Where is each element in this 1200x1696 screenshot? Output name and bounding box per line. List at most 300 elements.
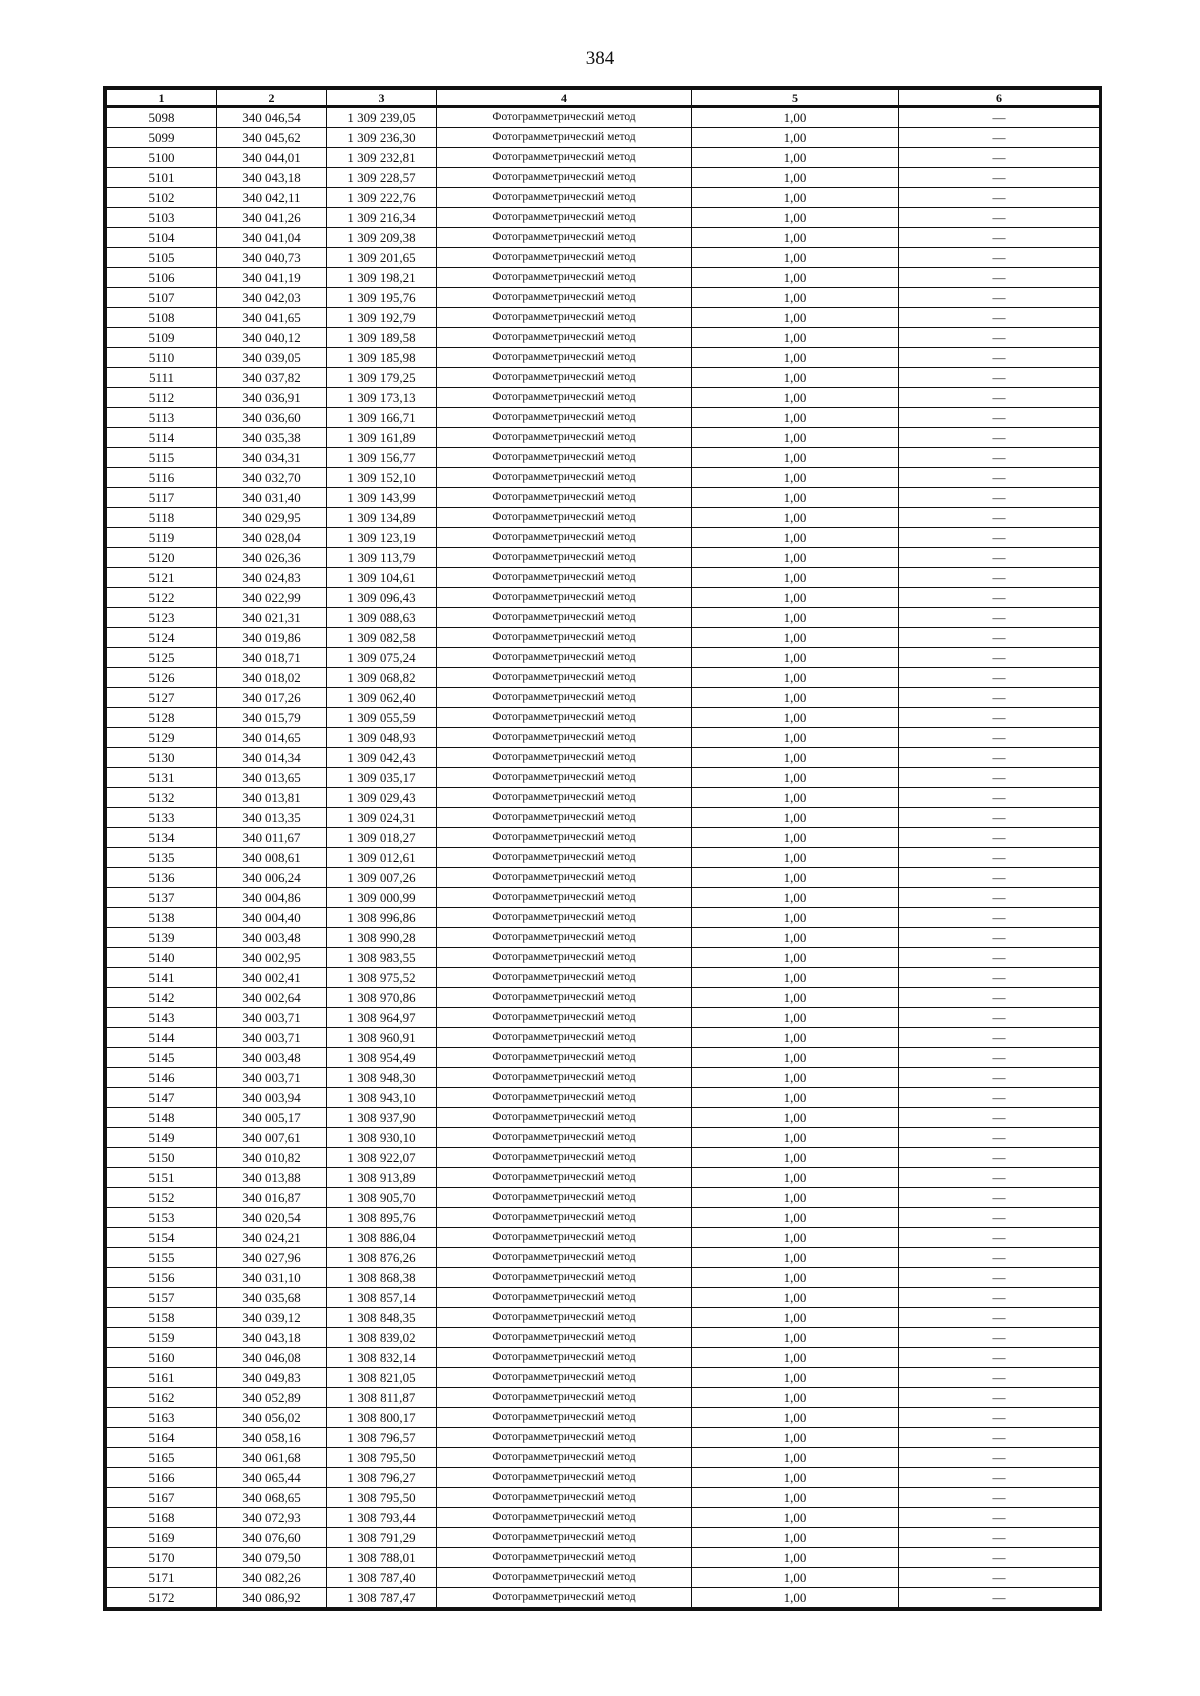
accuracy-cell: 1,00: [692, 1048, 899, 1068]
description-cell: —: [899, 1468, 1100, 1488]
point-number-cell: 5154: [107, 1228, 217, 1248]
x-coordinate-cell: 340 076,60: [217, 1528, 327, 1548]
accuracy-cell: 1,00: [692, 688, 899, 708]
x-coordinate-cell: 340 082,26: [217, 1568, 327, 1588]
x-coordinate-cell: 340 028,04: [217, 528, 327, 548]
method-cell: Фотограмметрический метод: [437, 1468, 692, 1488]
table-row: [107, 308, 1100, 328]
y-coordinate-cell: 1 308 996,86: [327, 908, 437, 928]
description-cell: —: [899, 1508, 1100, 1528]
x-coordinate-cell: 340 002,41: [217, 968, 327, 988]
x-coordinate-cell: 340 039,12: [217, 1308, 327, 1328]
table-row: [107, 1488, 1100, 1508]
method-cell: Фотограмметрический метод: [437, 768, 692, 788]
x-coordinate-cell: 340 043,18: [217, 168, 327, 188]
method-cell: Фотограмметрический метод: [437, 508, 692, 528]
description-cell: —: [899, 1388, 1100, 1408]
table-row: [107, 868, 1100, 888]
table-row: [107, 228, 1100, 248]
y-coordinate-cell: 1 309 195,76: [327, 288, 437, 308]
x-coordinate-cell: 340 019,86: [217, 628, 327, 648]
accuracy-cell: 1,00: [692, 628, 899, 648]
y-coordinate-cell: 1 309 012,61: [327, 848, 437, 868]
accuracy-cell: 1,00: [692, 1468, 899, 1488]
description-cell: —: [899, 908, 1100, 928]
y-coordinate-cell: 1 308 787,40: [327, 1568, 437, 1588]
column-header-6: 6: [899, 90, 1100, 107]
y-coordinate-cell: 1 308 788,01: [327, 1548, 437, 1568]
table-row: [107, 1508, 1100, 1528]
x-coordinate-cell: 340 043,18: [217, 1328, 327, 1348]
description-cell: —: [899, 1148, 1100, 1168]
point-number-cell: 5118: [107, 508, 217, 528]
x-coordinate-cell: 340 041,26: [217, 208, 327, 228]
x-coordinate-cell: 340 021,31: [217, 608, 327, 628]
description-cell: —: [899, 208, 1100, 228]
method-cell: Фотограмметрический метод: [437, 748, 692, 768]
y-coordinate-cell: 1 309 113,79: [327, 548, 437, 568]
y-coordinate-cell: 1 308 970,86: [327, 988, 437, 1008]
y-coordinate-cell: 1 308 796,57: [327, 1428, 437, 1448]
method-cell: Фотограмметрический метод: [437, 288, 692, 308]
method-cell: Фотограмметрический метод: [437, 1048, 692, 1068]
method-cell: Фотограмметрический метод: [437, 328, 692, 348]
method-cell: Фотограмметрический метод: [437, 1488, 692, 1508]
point-number-cell: 5120: [107, 548, 217, 568]
y-coordinate-cell: 1 309 161,89: [327, 428, 437, 448]
x-coordinate-cell: 340 036,60: [217, 408, 327, 428]
method-cell: Фотограмметрический метод: [437, 208, 692, 228]
accuracy-cell: 1,00: [692, 1108, 899, 1128]
table-row: [107, 728, 1100, 748]
description-cell: —: [899, 928, 1100, 948]
point-number-cell: 5149: [107, 1128, 217, 1148]
method-cell: Фотограмметрический метод: [437, 1028, 692, 1048]
accuracy-cell: 1,00: [692, 288, 899, 308]
method-cell: Фотограмметрический метод: [437, 868, 692, 888]
accuracy-cell: 1,00: [692, 928, 899, 948]
point-number-cell: 5106: [107, 268, 217, 288]
description-cell: —: [899, 1548, 1100, 1568]
accuracy-cell: 1,00: [692, 1208, 899, 1228]
y-coordinate-cell: 1 309 173,13: [327, 388, 437, 408]
method-cell: Фотограмметрический метод: [437, 1428, 692, 1448]
table-row: [107, 1348, 1100, 1368]
table-row: [107, 188, 1100, 208]
description-cell: —: [899, 548, 1100, 568]
table-row: [107, 588, 1100, 608]
x-coordinate-cell: 340 022,99: [217, 588, 327, 608]
accuracy-cell: 1,00: [692, 128, 899, 148]
y-coordinate-cell: 1 308 990,28: [327, 928, 437, 948]
x-coordinate-cell: 340 026,36: [217, 548, 327, 568]
y-coordinate-cell: 1 309 179,25: [327, 368, 437, 388]
description-cell: —: [899, 948, 1100, 968]
x-coordinate-cell: 340 045,62: [217, 128, 327, 148]
method-cell: Фотограмметрический метод: [437, 728, 692, 748]
description-cell: —: [899, 1288, 1100, 1308]
point-number-cell: 5126: [107, 668, 217, 688]
accuracy-cell: 1,00: [692, 728, 899, 748]
accuracy-cell: 1,00: [692, 1508, 899, 1528]
accuracy-cell: 1,00: [692, 328, 899, 348]
point-number-cell: 5145: [107, 1048, 217, 1068]
point-number-cell: 5166: [107, 1468, 217, 1488]
x-coordinate-cell: 340 004,86: [217, 888, 327, 908]
table-row: [107, 268, 1100, 288]
table-row: [107, 1528, 1100, 1548]
description-cell: —: [899, 688, 1100, 708]
method-cell: Фотограмметрический метод: [437, 988, 692, 1008]
method-cell: Фотограмметрический метод: [437, 608, 692, 628]
method-cell: Фотограмметрический метод: [437, 1088, 692, 1108]
y-coordinate-cell: 1 309 068,82: [327, 668, 437, 688]
x-coordinate-cell: 340 024,83: [217, 568, 327, 588]
point-number-cell: 5139: [107, 928, 217, 948]
x-coordinate-cell: 340 008,61: [217, 848, 327, 868]
y-coordinate-cell: 1 308 857,14: [327, 1288, 437, 1308]
method-cell: Фотограмметрический метод: [437, 908, 692, 928]
point-number-cell: 5125: [107, 648, 217, 668]
point-number-cell: 5144: [107, 1028, 217, 1048]
method-cell: Фотограмметрический метод: [437, 1588, 692, 1608]
table-row: [107, 1308, 1100, 1328]
description-cell: —: [899, 1248, 1100, 1268]
method-cell: Фотограмметрический метод: [437, 1188, 692, 1208]
table-row: [107, 448, 1100, 468]
method-cell: Фотограмметрический метод: [437, 1508, 692, 1528]
method-cell: Фотограмметрический метод: [437, 708, 692, 728]
accuracy-cell: 1,00: [692, 1328, 899, 1348]
table-row: [107, 288, 1100, 308]
x-coordinate-cell: 340 037,82: [217, 368, 327, 388]
y-coordinate-cell: 1 308 983,55: [327, 948, 437, 968]
accuracy-cell: 1,00: [692, 308, 899, 328]
table-row: [107, 1008, 1100, 1028]
x-coordinate-cell: 340 010,82: [217, 1148, 327, 1168]
y-coordinate-cell: 1 309 189,58: [327, 328, 437, 348]
table-row: [107, 748, 1100, 768]
method-cell: Фотограмметрический метод: [437, 568, 692, 588]
accuracy-cell: 1,00: [692, 1308, 899, 1328]
description-cell: —: [899, 308, 1100, 328]
table-row: [107, 1188, 1100, 1208]
point-number-cell: 5107: [107, 288, 217, 308]
table-row: [107, 508, 1100, 528]
point-number-cell: 5133: [107, 808, 217, 828]
x-coordinate-cell: 340 002,95: [217, 948, 327, 968]
method-cell: Фотограмметрический метод: [437, 107, 692, 128]
y-coordinate-cell: 1 308 922,07: [327, 1148, 437, 1168]
accuracy-cell: 1,00: [692, 1528, 899, 1548]
x-coordinate-cell: 340 041,65: [217, 308, 327, 328]
y-coordinate-cell: 1 309 088,63: [327, 608, 437, 628]
column-header-3: 3: [327, 90, 437, 107]
x-coordinate-cell: 340 046,08: [217, 1348, 327, 1368]
method-cell: Фотограмметрический метод: [437, 928, 692, 948]
table-row: [107, 1028, 1100, 1048]
table-row: [107, 908, 1100, 928]
table-row: [107, 648, 1100, 668]
point-number-cell: 5119: [107, 528, 217, 548]
method-cell: Фотограмметрический метод: [437, 1528, 692, 1548]
y-coordinate-cell: 1 308 905,70: [327, 1188, 437, 1208]
point-number-cell: 5128: [107, 708, 217, 728]
y-coordinate-cell: 1 309 192,79: [327, 308, 437, 328]
description-cell: —: [899, 1068, 1100, 1088]
y-coordinate-cell: 1 308 960,91: [327, 1028, 437, 1048]
description-cell: —: [899, 1268, 1100, 1288]
y-coordinate-cell: 1 308 913,89: [327, 1168, 437, 1188]
accuracy-cell: 1,00: [692, 148, 899, 168]
x-coordinate-cell: 340 061,68: [217, 1448, 327, 1468]
y-coordinate-cell: 1 308 975,52: [327, 968, 437, 988]
method-cell: Фотограмметрический метод: [437, 948, 692, 968]
y-coordinate-cell: 1 309 048,93: [327, 728, 437, 748]
y-coordinate-cell: 1 309 018,27: [327, 828, 437, 848]
description-cell: —: [899, 1308, 1100, 1328]
y-coordinate-cell: 1 308 895,76: [327, 1208, 437, 1228]
method-cell: Фотограмметрический метод: [437, 368, 692, 388]
x-coordinate-cell: 340 056,02: [217, 1408, 327, 1428]
x-coordinate-cell: 340 004,40: [217, 908, 327, 928]
x-coordinate-cell: 340 027,96: [217, 1248, 327, 1268]
x-coordinate-cell: 340 046,54: [217, 107, 327, 128]
accuracy-cell: 1,00: [692, 388, 899, 408]
description-cell: —: [899, 828, 1100, 848]
point-number-cell: 5105: [107, 248, 217, 268]
description-cell: —: [899, 328, 1100, 348]
table-header-row: [107, 90, 1100, 107]
description-cell: —: [899, 748, 1100, 768]
description-cell: —: [899, 1088, 1100, 1108]
point-number-cell: 5116: [107, 468, 217, 488]
description-cell: —: [899, 1228, 1100, 1248]
table-row: [107, 348, 1100, 368]
y-coordinate-cell: 1 308 791,29: [327, 1528, 437, 1548]
method-cell: Фотограмметрический метод: [437, 1068, 692, 1088]
x-coordinate-cell: 340 005,17: [217, 1108, 327, 1128]
point-number-cell: 5121: [107, 568, 217, 588]
accuracy-cell: 1,00: [692, 448, 899, 468]
x-coordinate-cell: 340 017,26: [217, 688, 327, 708]
point-number-cell: 5146: [107, 1068, 217, 1088]
x-coordinate-cell: 340 011,67: [217, 828, 327, 848]
point-number-cell: 5172: [107, 1588, 217, 1608]
accuracy-cell: 1,00: [692, 568, 899, 588]
accuracy-cell: 1,00: [692, 1128, 899, 1148]
accuracy-cell: 1,00: [692, 1448, 899, 1468]
table-row: [107, 1108, 1100, 1128]
table-row: [107, 608, 1100, 628]
x-coordinate-cell: 340 072,93: [217, 1508, 327, 1528]
accuracy-cell: 1,00: [692, 1428, 899, 1448]
description-cell: —: [899, 1588, 1100, 1608]
accuracy-cell: 1,00: [692, 1408, 899, 1428]
table-row: [107, 1248, 1100, 1268]
column-header-2: 2: [217, 90, 327, 107]
x-coordinate-cell: 340 065,44: [217, 1468, 327, 1488]
point-number-cell: 5110: [107, 348, 217, 368]
x-coordinate-cell: 340 007,61: [217, 1128, 327, 1148]
description-cell: —: [899, 168, 1100, 188]
x-coordinate-cell: 340 016,87: [217, 1188, 327, 1208]
description-cell: —: [899, 1188, 1100, 1208]
table-row: [107, 128, 1100, 148]
accuracy-cell: 1,00: [692, 708, 899, 728]
point-number-cell: 5131: [107, 768, 217, 788]
point-number-cell: 5137: [107, 888, 217, 908]
description-cell: —: [899, 428, 1100, 448]
x-coordinate-cell: 340 002,64: [217, 988, 327, 1008]
point-number-cell: 5160: [107, 1348, 217, 1368]
method-cell: Фотограмметрический метод: [437, 1448, 692, 1468]
x-coordinate-cell: 340 052,89: [217, 1388, 327, 1408]
description-cell: —: [899, 1328, 1100, 1348]
table-row: [107, 1328, 1100, 1348]
method-cell: Фотограмметрический метод: [437, 468, 692, 488]
table-row: [107, 1388, 1100, 1408]
point-number-cell: 5150: [107, 1148, 217, 1168]
point-number-cell: 5153: [107, 1208, 217, 1228]
table-row: [107, 488, 1100, 508]
point-number-cell: 5142: [107, 988, 217, 1008]
x-coordinate-cell: 340 039,05: [217, 348, 327, 368]
point-number-cell: 5132: [107, 788, 217, 808]
method-cell: Фотограмметрический метод: [437, 428, 692, 448]
point-number-cell: 5158: [107, 1308, 217, 1328]
method-cell: Фотограмметрический метод: [437, 128, 692, 148]
y-coordinate-cell: 1 309 000,99: [327, 888, 437, 908]
description-cell: —: [899, 448, 1100, 468]
point-number-cell: 5140: [107, 948, 217, 968]
description-cell: —: [899, 1448, 1100, 1468]
accuracy-cell: 1,00: [692, 1188, 899, 1208]
x-coordinate-cell: 340 041,04: [217, 228, 327, 248]
table-row: [107, 668, 1100, 688]
coordinates-table-wrapper: [103, 86, 1102, 1611]
table-row: [107, 548, 1100, 568]
point-number-cell: 5148: [107, 1108, 217, 1128]
description-cell: —: [899, 1568, 1100, 1588]
point-number-cell: 5152: [107, 1188, 217, 1208]
method-cell: Фотограмметрический метод: [437, 1348, 692, 1368]
y-coordinate-cell: 1 309 228,57: [327, 168, 437, 188]
column-header-1: 1: [107, 90, 217, 107]
table-row: [107, 1368, 1100, 1388]
x-coordinate-cell: 340 018,71: [217, 648, 327, 668]
accuracy-cell: 1,00: [692, 1068, 899, 1088]
table-row: [107, 1408, 1100, 1428]
description-cell: —: [899, 768, 1100, 788]
accuracy-cell: 1,00: [692, 1368, 899, 1388]
table-row: [107, 928, 1100, 948]
x-coordinate-cell: 340 029,95: [217, 508, 327, 528]
table-row: [107, 888, 1100, 908]
point-number-cell: 5098: [107, 107, 217, 128]
description-cell: —: [899, 1028, 1100, 1048]
method-cell: Фотограмметрический метод: [437, 1388, 692, 1408]
point-number-cell: 5167: [107, 1488, 217, 1508]
y-coordinate-cell: 1 309 156,77: [327, 448, 437, 468]
table-row: [107, 1468, 1100, 1488]
description-cell: —: [899, 868, 1100, 888]
method-cell: Фотограмметрический метод: [437, 1128, 692, 1148]
description-cell: —: [899, 107, 1100, 128]
accuracy-cell: 1,00: [692, 768, 899, 788]
point-number-cell: 5129: [107, 728, 217, 748]
description-cell: —: [899, 708, 1100, 728]
description-cell: —: [899, 388, 1100, 408]
accuracy-cell: 1,00: [692, 1588, 899, 1608]
y-coordinate-cell: 1 309 201,65: [327, 248, 437, 268]
accuracy-cell: 1,00: [692, 248, 899, 268]
description-cell: —: [899, 568, 1100, 588]
y-coordinate-cell: 1 309 152,10: [327, 468, 437, 488]
x-coordinate-cell: 340 003,94: [217, 1088, 327, 1108]
table-row: [107, 628, 1100, 648]
y-coordinate-cell: 1 308 795,50: [327, 1448, 437, 1468]
method-cell: Фотограмметрический метод: [437, 1328, 692, 1348]
x-coordinate-cell: 340 040,73: [217, 248, 327, 268]
y-coordinate-cell: 1 308 948,30: [327, 1068, 437, 1088]
accuracy-cell: 1,00: [692, 228, 899, 248]
y-coordinate-cell: 1 308 796,27: [327, 1468, 437, 1488]
method-cell: Фотограмметрический метод: [437, 1208, 692, 1228]
description-cell: —: [899, 1208, 1100, 1228]
x-coordinate-cell: 340 040,12: [217, 328, 327, 348]
x-coordinate-cell: 340 041,19: [217, 268, 327, 288]
y-coordinate-cell: 1 308 832,14: [327, 1348, 437, 1368]
accuracy-cell: 1,00: [692, 528, 899, 548]
x-coordinate-cell: 340 013,88: [217, 1168, 327, 1188]
method-cell: Фотограмметрический метод: [437, 408, 692, 428]
accuracy-cell: 1,00: [692, 608, 899, 628]
description-cell: —: [899, 728, 1100, 748]
point-number-cell: 5108: [107, 308, 217, 328]
x-coordinate-cell: 340 032,70: [217, 468, 327, 488]
method-cell: Фотограмметрический метод: [437, 168, 692, 188]
y-coordinate-cell: 1 308 937,90: [327, 1108, 437, 1128]
y-coordinate-cell: 1 309 166,71: [327, 408, 437, 428]
y-coordinate-cell: 1 309 024,31: [327, 808, 437, 828]
description-cell: —: [899, 1428, 1100, 1448]
table-row: [107, 1548, 1100, 1568]
method-cell: Фотограмметрический метод: [437, 268, 692, 288]
x-coordinate-cell: 340 058,16: [217, 1428, 327, 1448]
x-coordinate-cell: 340 014,65: [217, 728, 327, 748]
x-coordinate-cell: 340 013,81: [217, 788, 327, 808]
point-number-cell: 5127: [107, 688, 217, 708]
method-cell: Фотограмметрический метод: [437, 248, 692, 268]
point-number-cell: 5157: [107, 1288, 217, 1308]
x-coordinate-cell: 340 068,65: [217, 1488, 327, 1508]
accuracy-cell: 1,00: [692, 107, 899, 128]
method-cell: Фотограмметрический метод: [437, 1248, 692, 1268]
point-number-cell: 5162: [107, 1388, 217, 1408]
point-number-cell: 5124: [107, 628, 217, 648]
accuracy-cell: 1,00: [692, 1388, 899, 1408]
x-coordinate-cell: 340 042,03: [217, 288, 327, 308]
method-cell: Фотограмметрический метод: [437, 648, 692, 668]
accuracy-cell: 1,00: [692, 828, 899, 848]
description-cell: —: [899, 668, 1100, 688]
accuracy-cell: 1,00: [692, 648, 899, 668]
table-row: [107, 107, 1100, 128]
description-cell: —: [899, 408, 1100, 428]
method-cell: Фотограмметрический метод: [437, 1368, 692, 1388]
accuracy-cell: 1,00: [692, 948, 899, 968]
